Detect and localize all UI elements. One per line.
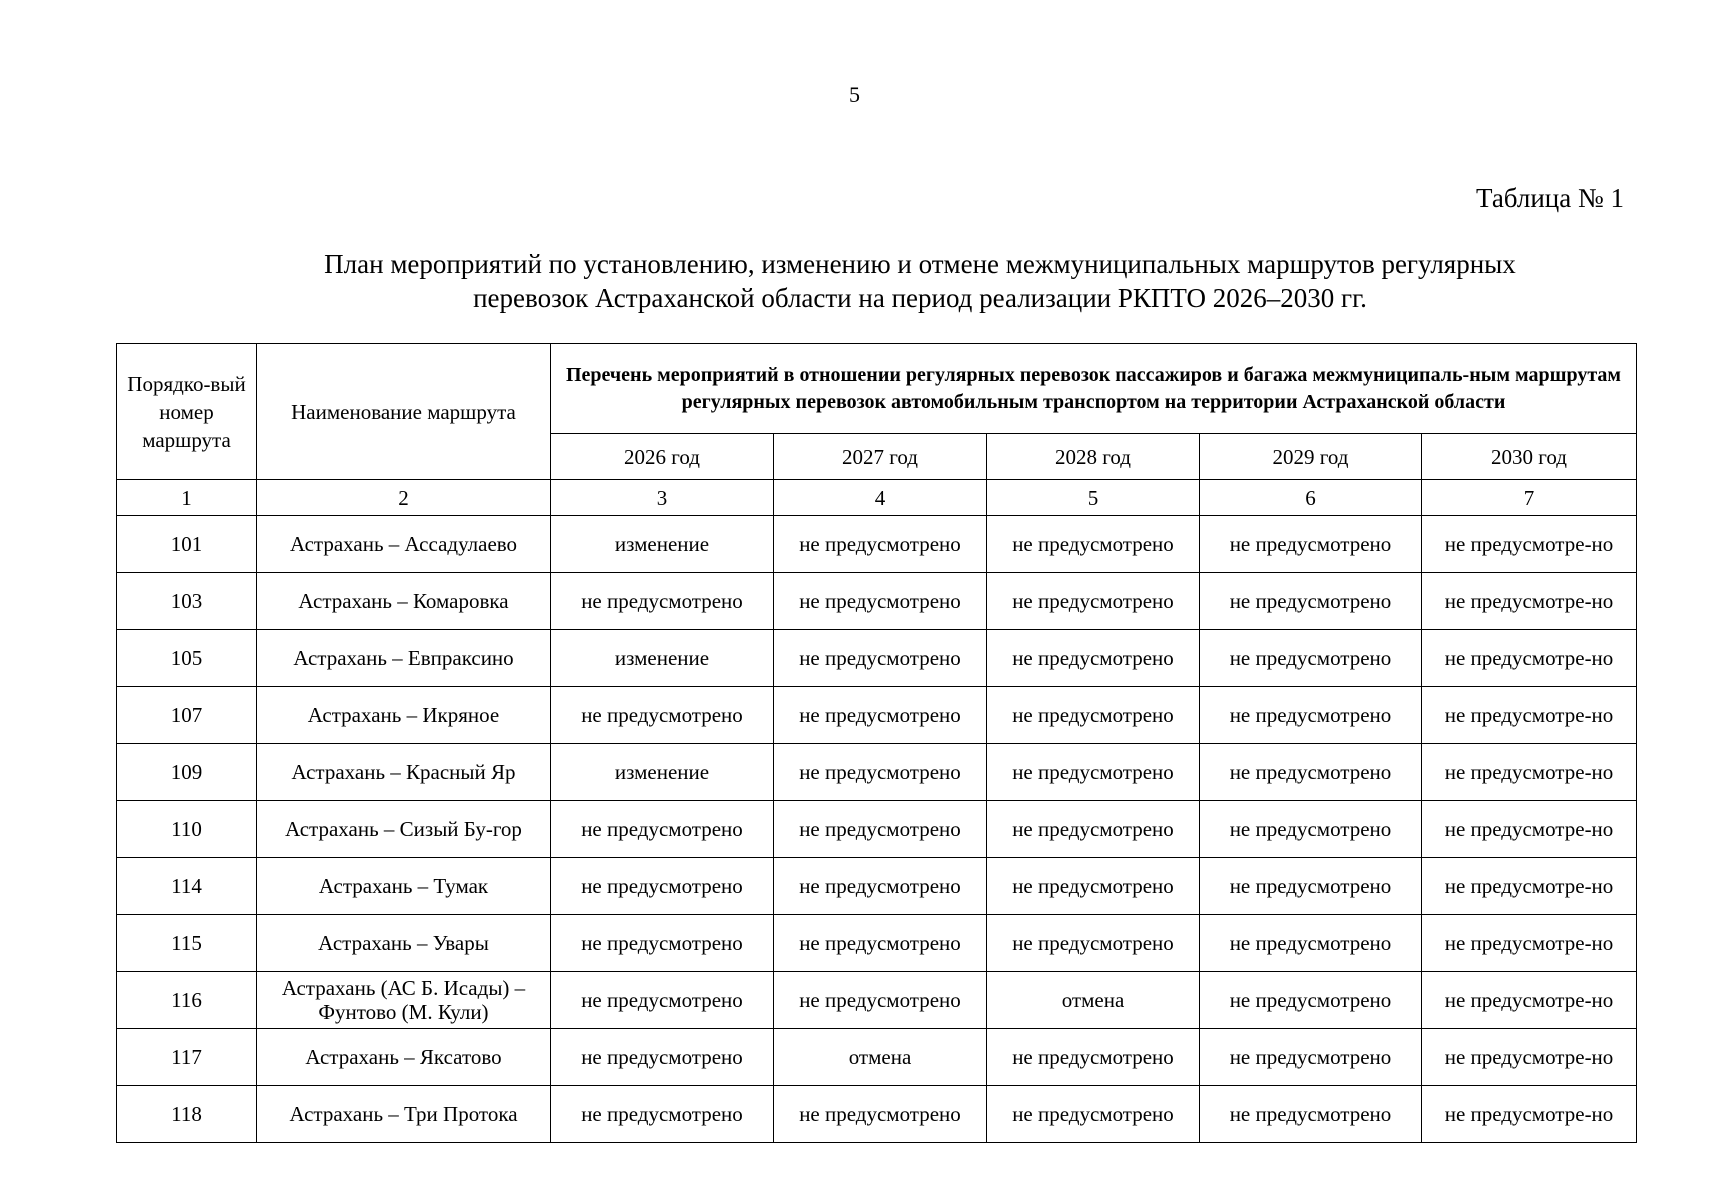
column-number: 1 bbox=[117, 480, 257, 516]
column-number: 2 bbox=[257, 480, 551, 516]
year-2026-cell: не предусмотрено bbox=[551, 1029, 774, 1086]
year-2029-cell: не предусмотрено bbox=[1200, 630, 1422, 687]
route-name-cell: Астрахань – Комаровка bbox=[257, 573, 551, 630]
title-line-1: План мероприятий по установлению, изменению и отмене межмуниципальных маршрутов регулярных bbox=[324, 249, 1516, 279]
year-2028-cell: не предусмотрено bbox=[987, 1029, 1200, 1086]
table-row bbox=[117, 972, 1637, 1029]
column-number: 5 bbox=[987, 480, 1200, 516]
year-2027-cell: не предусмотрено bbox=[774, 516, 987, 573]
year-2030-cell: не предусмотре-но bbox=[1422, 972, 1637, 1029]
route-number-cell: 109 bbox=[117, 744, 257, 801]
year-2029-cell: не предусмотрено bbox=[1200, 687, 1422, 744]
year-2028-cell: не предусмотрено bbox=[987, 744, 1200, 801]
year-2027-cell: не предусмотрено bbox=[774, 858, 987, 915]
year-2028-cell: не предусмотрено bbox=[987, 516, 1200, 573]
route-name-cell: Астрахань – Тумак bbox=[257, 858, 551, 915]
route-number-cell: 110 bbox=[117, 801, 257, 858]
route-name-cell: Астрахань – Яксатово bbox=[257, 1029, 551, 1086]
header-route-number: Порядко-вый номер маршрута bbox=[117, 344, 257, 480]
table-row bbox=[117, 1086, 1637, 1143]
year-2028-cell: не предусмотрено bbox=[987, 687, 1200, 744]
column-number: 6 bbox=[1200, 480, 1422, 516]
year-2029-cell: не предусмотрено bbox=[1200, 744, 1422, 801]
year-2026-cell: изменение bbox=[551, 744, 774, 801]
year-2026-cell: не предусмотрено bbox=[551, 801, 774, 858]
year-2026-cell: не предусмотрено bbox=[551, 972, 774, 1029]
route-name-cell: Астрахань – Три Протока bbox=[257, 1086, 551, 1143]
year-2030-cell: не предусмотре-но bbox=[1422, 516, 1637, 573]
route-number-cell: 117 bbox=[117, 1029, 257, 1086]
route-number-cell: 116 bbox=[117, 972, 257, 1029]
year-2030-cell: не предусмотре-но bbox=[1422, 687, 1637, 744]
route-number-cell: 114 bbox=[117, 858, 257, 915]
table-row bbox=[117, 858, 1637, 915]
year-2030-cell: не предусмотре-но bbox=[1422, 915, 1637, 972]
year-2030-cell: не предусмотре-но bbox=[1422, 1086, 1637, 1143]
table-label: Таблица № 1 bbox=[1476, 183, 1624, 213]
route-name-cell: Астрахань – Сизый Бу-гор bbox=[257, 801, 551, 858]
year-2027-cell: не предусмотрено bbox=[774, 801, 987, 858]
year-2028-cell: не предусмотрено bbox=[987, 858, 1200, 915]
year-2026-cell: изменение bbox=[551, 516, 774, 573]
year-2027-cell: не предусмотрено bbox=[774, 630, 987, 687]
year-2030-cell: не предусмотре-но bbox=[1422, 630, 1637, 687]
table-row bbox=[117, 687, 1637, 744]
year-2030-cell: не предусмотре-но bbox=[1422, 801, 1637, 858]
year-2026-cell: не предусмотрено bbox=[551, 573, 774, 630]
page-number: 5 bbox=[849, 82, 860, 107]
year-2026-cell: не предусмотрено bbox=[551, 915, 774, 972]
year-2029-cell: не предусмотрено bbox=[1200, 573, 1422, 630]
year-2029-cell: не предусмотрено bbox=[1200, 858, 1422, 915]
year-2027-cell: не предусмотрено bbox=[774, 687, 987, 744]
route-name-cell: Астрахань – Икряное bbox=[257, 687, 551, 744]
route-name-cell: Астрахань – Красный Яр bbox=[257, 744, 551, 801]
year-2027-cell: не предусмотрено bbox=[774, 744, 987, 801]
year-2026-cell: изменение bbox=[551, 630, 774, 687]
table-row bbox=[117, 801, 1637, 858]
table-row bbox=[117, 516, 1637, 573]
year-2028-cell: не предусмотрено bbox=[987, 573, 1200, 630]
year-2027-cell: не предусмотрено bbox=[774, 972, 987, 1029]
route-name-cell: Астрахань (АС Б. Исады) – Фунтово (М. Кули) bbox=[257, 972, 551, 1029]
header-year-2029: 2029 год bbox=[1200, 434, 1422, 480]
year-2028-cell: не предусмотрено bbox=[987, 801, 1200, 858]
year-2029-cell: не предусмотрено bbox=[1200, 915, 1422, 972]
year-2030-cell: не предусмотре-но bbox=[1422, 573, 1637, 630]
year-2029-cell: не предусмотрено bbox=[1200, 1029, 1422, 1086]
column-numbers-row bbox=[117, 480, 1637, 516]
route-number-cell: 101 bbox=[117, 516, 257, 573]
year-2030-cell: не предусмотре-но bbox=[1422, 744, 1637, 801]
year-2027-cell: не предусмотрено bbox=[774, 1086, 987, 1143]
document-title bbox=[180, 247, 1660, 315]
year-2026-cell: не предусмотрено bbox=[551, 687, 774, 744]
route-number-cell: 103 bbox=[117, 573, 257, 630]
year-2027-cell: не предусмотрено bbox=[774, 573, 987, 630]
year-2029-cell: не предусмотрено bbox=[1200, 1086, 1422, 1143]
route-name-cell: Астрахань – Ассадулаево bbox=[257, 516, 551, 573]
year-2026-cell: не предусмотрено bbox=[551, 858, 774, 915]
table-row bbox=[117, 915, 1637, 972]
route-name-cell: Астрахань – Увары bbox=[257, 915, 551, 972]
routes-plan-table bbox=[116, 343, 1637, 1143]
table-row bbox=[117, 1029, 1637, 1086]
table-row bbox=[117, 573, 1637, 630]
year-2030-cell: не предусмотре-но bbox=[1422, 858, 1637, 915]
year-2030-cell: не предусмотре-но bbox=[1422, 1029, 1637, 1086]
header-route-name: Наименование маршрута bbox=[257, 344, 551, 480]
year-2029-cell: не предусмотрено bbox=[1200, 801, 1422, 858]
year-2028-cell: не предусмотрено bbox=[987, 630, 1200, 687]
column-number: 7 bbox=[1422, 480, 1637, 516]
year-2027-cell: отмена bbox=[774, 1029, 987, 1086]
title-line-2: перевозок Астраханской области на период реализации РКПТО 2026–2030 гг. bbox=[473, 283, 1367, 313]
header-year-2027: 2027 год bbox=[774, 434, 987, 480]
year-2028-cell: отмена bbox=[987, 972, 1200, 1029]
table-row bbox=[117, 630, 1637, 687]
year-2026-cell: не предусмотрено bbox=[551, 1086, 774, 1143]
column-number: 3 bbox=[551, 480, 774, 516]
column-number: 4 bbox=[774, 480, 987, 516]
year-2028-cell: не предусмотрено bbox=[987, 1086, 1200, 1143]
header-activities-group: Перечень мероприятий в отношении регулярных перевозок пассажиров и багажа межмуниципаль-ным маршрутам регулярных перевозок автомобильным транспортом на территории Астраханской области bbox=[551, 344, 1637, 434]
year-2029-cell: не предусмотрено bbox=[1200, 972, 1422, 1029]
header-year-2028: 2028 год bbox=[987, 434, 1200, 480]
header-year-2026: 2026 год bbox=[551, 434, 774, 480]
year-2028-cell: не предусмотрено bbox=[987, 915, 1200, 972]
header-year-2030: 2030 год bbox=[1422, 434, 1637, 480]
route-number-cell: 118 bbox=[117, 1086, 257, 1143]
route-number-cell: 107 bbox=[117, 687, 257, 744]
route-number-cell: 105 bbox=[117, 630, 257, 687]
year-2029-cell: не предусмотрено bbox=[1200, 516, 1422, 573]
year-2027-cell: не предусмотрено bbox=[774, 915, 987, 972]
table-row bbox=[117, 744, 1637, 801]
route-number-cell: 115 bbox=[117, 915, 257, 972]
route-name-cell: Астрахань – Евпраксино bbox=[257, 630, 551, 687]
